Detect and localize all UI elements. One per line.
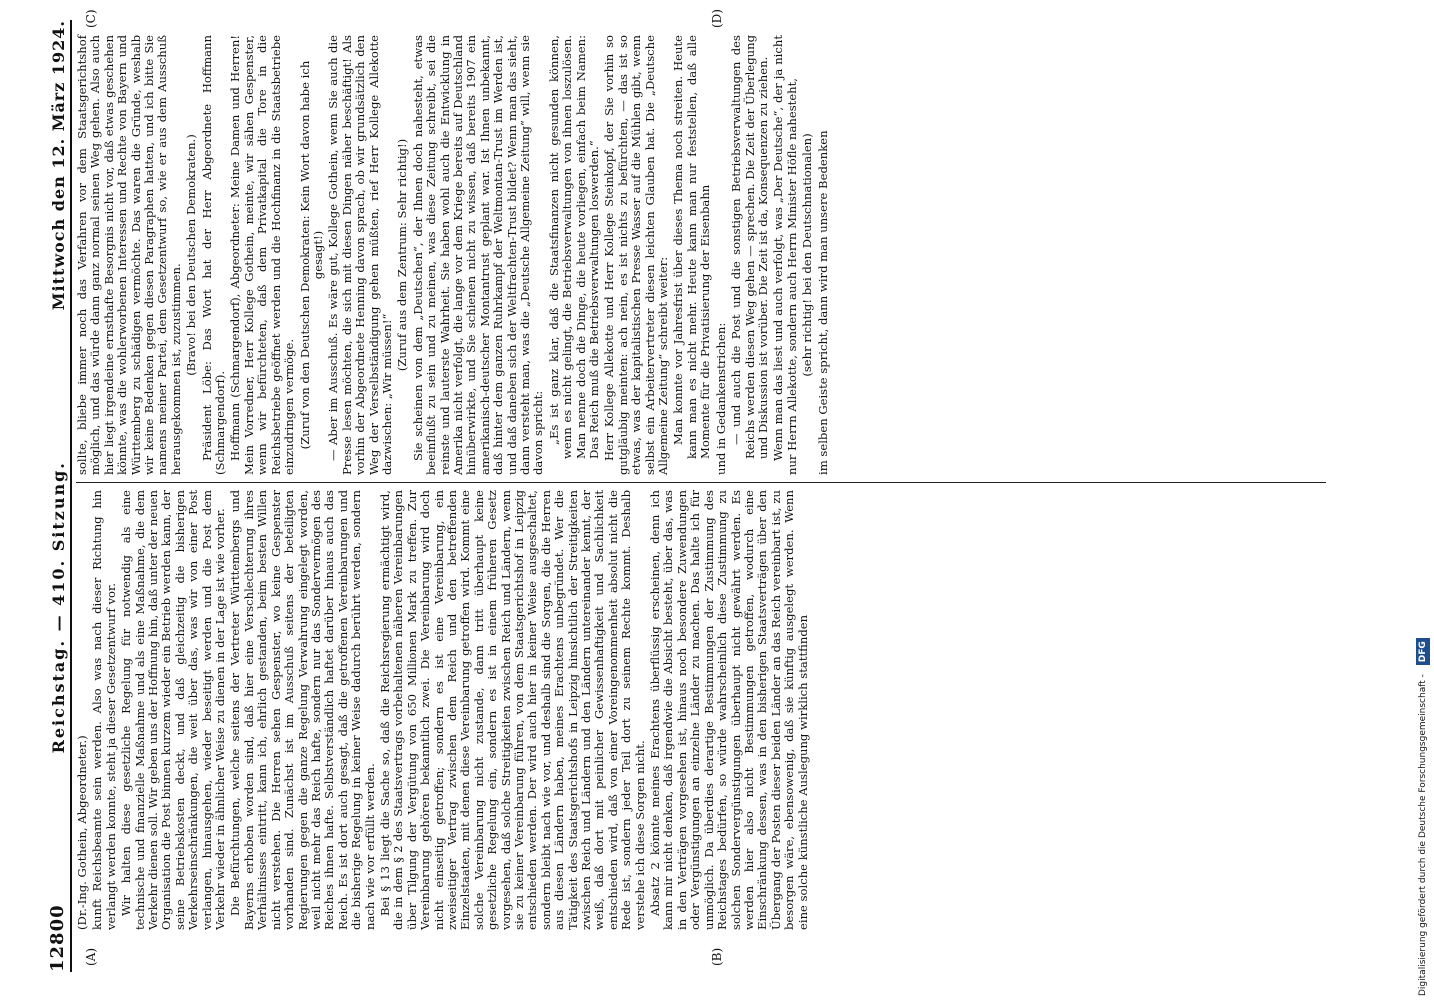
paragraph: Wenn man das liest und auch verfolgt, was „Der Deutsche“, der ja nicht nur Herrn Allekotte, sondern auch Herrn Minister Höfle nahesteht, bbox=[771, 35, 799, 475]
quotation: Man konnte vor Jahresfrist über dieses Thema noch streiten. Heute kann man es nicht mehr. Heute kann man nur feststellen, daß alle Momente für die Privatisierung der Eisenbahn bbox=[671, 35, 713, 459]
dfg-logo: DFG bbox=[1416, 638, 1430, 665]
session-title: Reichstag. — 410. Sitzung. bbox=[49, 461, 68, 754]
left-column bbox=[76, 490, 812, 930]
session-date: Mittwoch den 12. März 1924. bbox=[49, 20, 68, 311]
margin-marker-a: (A) bbox=[84, 947, 98, 966]
stamp-text-line bbox=[1416, 6, 1430, 996]
speaker-continuation: (Dr.-Ing. Gothein, Abgeordneter.) bbox=[75, 735, 89, 930]
column-divider bbox=[76, 482, 1326, 483]
interjection: (Zuruf von den Deutschen Demokraten: Kein Wort davon habe ich gesagt!) bbox=[297, 60, 325, 450]
quotation: — und auch die Post und die sonstigen Betriebsverwaltungen des Reichs werden diesen Weg gehen — sprechen. Die Zeit der Überlegung und Diskussion ist vorüber. Die Zeit ist da, Konsequenzen zu ziehen. bbox=[729, 35, 770, 459]
speech-paragraph: Hoffmann (Schmargendorf), Abgeordneter: Meine Damen und Herren! Mein Vorredner, Herr Kollege Gothein, meinte, wir sähen Gespenster, wenn wir befürchteten, daß dem Privatkapital die Tore in die Reichsbetriebe geöffnet werden und die Hochfinanz in die Staatsbetriebe einzudringen vermöge. bbox=[228, 35, 297, 475]
margin-marker-c: (C) bbox=[84, 9, 98, 28]
paragraph: — Aber im Ausschuß. Es wäre gut, Kollege Gothein, wenn Sie auch die Presse lesen möchten, die sich mit diesen Dingen näher beschäftigt! Als vorhin der Abgeordnete Henning davon sprach, ob wir grundsätzlich den Weg der Verselbständigung gehen müßten, rief Herr Kollege Allekotte dazwischen: „Wir müssen!“ bbox=[326, 35, 394, 475]
interjection: (sehr richtig! bei den Deutschnationalen) bbox=[800, 133, 815, 377]
paragraph: im selben Geiste spricht, dann wird man unsere Bedenken bbox=[815, 130, 830, 475]
speaker-intro: Präsident Löbe: Das Wort hat der Herr Abgeordnete Hoffmann (Schmargendorf). bbox=[199, 35, 228, 475]
paragraph: Absatz 2 könnte meines Erachtens überflüssig erscheinen, denn ich kann mir nicht denken, daß irgendwie die Absicht besteht, über das, was in den Verträgen vorgesehen ist, hinaus noch besondere Zuwendungen oder Vergünstigungen an einzelne Länder zu machen. Das halte ich für unmöglich. Da überdies derartige Bestimmungen der Zustimmung des Reichstages bedürfen, so würde wahrscheinlich diese Zustimmung zu solchen Sondervergünstigungen überhaupt nicht gewährt werden. Es werden hier also nicht Bestimmungen getroffen, wodurch eine Einschränkung dessen, was in den bisherigen Staatsverträgen über den Übergang der Posten dieser beiden Länder an das Reich vereinbart ist, zu besorgen wäre, ebensowenig, daß sie künftig ausgelegt werden. Wenn eine solche künstliche Auslegung wirklich stattfinden bbox=[648, 490, 810, 930]
paragraph: kunft Reichsbeamte sein werden. Also was nach dieser Richtung hin verlangt werden konnte, steht ja dieser Gesetzentwurf vor. bbox=[90, 490, 118, 930]
page-header bbox=[42, 20, 68, 972]
paragraph: Bei § 13 liegt die Sache so, daß die Reichsregierung ermächtigt wird, die in dem § 2 des Staatsvertrags vorbehaltenen näheren Vereinbarungen über Tilgung der Vergütung von 650 Millionen Mark zu treffen. Zur Vereinbarung gehören bekanntlich zwei. Die Vereinbarung wird doch nicht einseitig getroffen; sondern es ist eine Vereinbarung, ein zweiseitiger Vertrag zwischen dem Reich und den betreffenden Einzelstaaten, mit denen diese Vereinbarung getroffen wird. Kommt eine solche Vereinbarung nicht zustande, dann tritt überhaupt keine gesetzliche Regelung ein, sondern es ist in einem früheren Gesetz vorgesehen, daß solche Streitigkeiten zwischen Reich und Ländern, wenn sie zu keiner Vereinbarung führen, von dem Staatsgerichtshof in Leipzig entschieden werden. Der wird auch hier in keiner Weise ausgeschaltet, sondern bleibt nach wie vor, und deshalb sind die Sorgen, die die Herren aus diesen Ländern haben, meines Erachtens unbegründet. Wer die Tätigkeit des Staatsgerichtshofs in Leipzig hinsichtlich der Streitigkeiten zwischen Reich und Ländern und den Ländern untereinander kennt, der weiß, daß dort mit peinlicher Gewissenhaftigkeit und Sachlichkeit entschieden wird, daß von einer Voreingenommenheit absolut nicht die Rede ist, sondern jeder Teil dort zu seinem Rechte kommt. Deshalb verstehe ich diese Sorgen nicht. bbox=[377, 490, 647, 930]
paragraph: Die Befürchtungen, welche seitens der Vertreter Württembergs und Bayerns erhoben worden sind, daß hier eine Verschlechterung ihres Verhältnisses eintritt, kann ich, ehrlich gestanden, beim besten Willen nicht verstehen. Die Herren sehen Gespenster, wo keine Gespenster vorhanden sind. Zunächst ist im Ausschuß seitens der beteiligten Regierungen gegen die ganze Regelung Verwahrung eingelegt worden, weil nicht mehr das Reich hafte, sondern nur das Sondervermögen des Reiches ihnen hafte. Selbstverständlich haftet darüber hinaus auch das Reich. Es ist dort auch gesagt, daß die getroffenen Vereinbarungen und die bisherige Regelung in keiner Weise dadurch berührt werden, sondern nach wie vor erfüllt werden. bbox=[228, 490, 377, 930]
paragraph: Sie scheinen von dem „Deutschen“, der Ihnen doch nahesteht, etwas beeinflußt zu sein und zu meinen, was diese Zeitung schreibt, sei die reinste und lauterste Wahrheit. Sie haben wohl auch die Entwicklung in Amerika nicht verfolgt, die lange vor dem Kriege bereits auf Deutschland hinüberwirkte, und Sie schienen nicht zu wissen, daß bereits 1907 ein amerikanisch-deutscher Montantrust geplant war. Ist Ihnen unbekannt, daß hinter dem ganzen Ruhrkampf der Weltmontan-Trust im Werden ist, und daß daneben sich der Weltfrachten-Trust bildet? Wenn man das sieht, dann versteht man, was die „Deutsche Allgemeine Zeitung“ will, wenn sie davon spricht: bbox=[410, 35, 546, 475]
margin-marker-b: (B) bbox=[710, 947, 724, 966]
header-rule bbox=[70, 20, 72, 972]
paragraph: Herr Kollege Allekotte und Herr Kollege Steinkopf, der Sie vorhin so gutgläubig meinten: ach nein, es ist nichts zu befürchten, — das ist so etwas, was der kapitalistischen Presse Wasser auf die Mühlen gibt, wenn selbst ein Arbeitervertreter diesen leichten Glauben hat. Die „Deutsche Allgemeine Zeitung“ schreibt weiter: bbox=[602, 35, 671, 475]
stamp-text: Digitalisierung gefördert durch die Deutsche Forschungsgemeinschaft - bbox=[1418, 674, 1428, 996]
right-column bbox=[76, 35, 832, 475]
paragraph: Wir halten diese gesetzliche Regelung für notwendig als eine technische und finanzielle Maßnahme und als eine Maßnahme, die dem Verkehr dienen soll. Wir geben uns der Hoffnung hin, daß unter der neuen Organisation die Post binnen kurzem wieder ein Betrieb werden kann, der seine Betriebskosten deckt, und daß gleichzeitig die bisherigen Verkehrseinschränkungen, die weit über das, was wir von einer Post verlangen, hinausgehen, wieder beseitigt werden und die Post dem Verkehr wieder in ähnlicher Weise zu dienen in der Lage ist wie vorher. bbox=[119, 490, 228, 930]
page-number: 12800 bbox=[47, 904, 68, 972]
digitization-stamp bbox=[1416, 6, 1430, 996]
interjection: (Zuruf aus dem Zentrum: Sehr richtig!) bbox=[395, 138, 410, 372]
paragraph: sollte, bliebe immer noch das Verfahren vor dem Staatsgerichtshof möglich, und das würde dann ganz normal seinen Weg gehen. Also auch hier liegt irgendeine ernsthafte Besorgnis nicht vor, daß etwas geschehen könnte, was die wohlerworbenen Interessen und Rechte von Bayern und Württemberg zu schädigen vermöchte. Das waren die Gründe, weshalb wir keine Bedenken gegen diesen Paragraphen hatten, und ich bitte Sie namens meiner Partei, dem Gesetzentwurf so, wie er aus dem Ausschuß herausgekommen ist, zuzustimmen. bbox=[75, 35, 183, 475]
quotation: „Es ist ganz klar, daß die Staatsfinanzen nicht gesunden können, wenn es nicht gelingt, die Betriebsverwaltungen von ihnen loszulösen. Man nenne doch die Dinge, die heute vorliegen, einfach beim Namen: Das Reich muß die Betriebsverwaltungen loswerden.“ bbox=[546, 35, 602, 459]
interjection: (Bravo! bei den Deutschen Demokraten.) bbox=[184, 134, 199, 376]
paragraph: und in Gedankenstrichen: bbox=[713, 322, 728, 475]
margin-marker-d: (D) bbox=[710, 9, 724, 28]
